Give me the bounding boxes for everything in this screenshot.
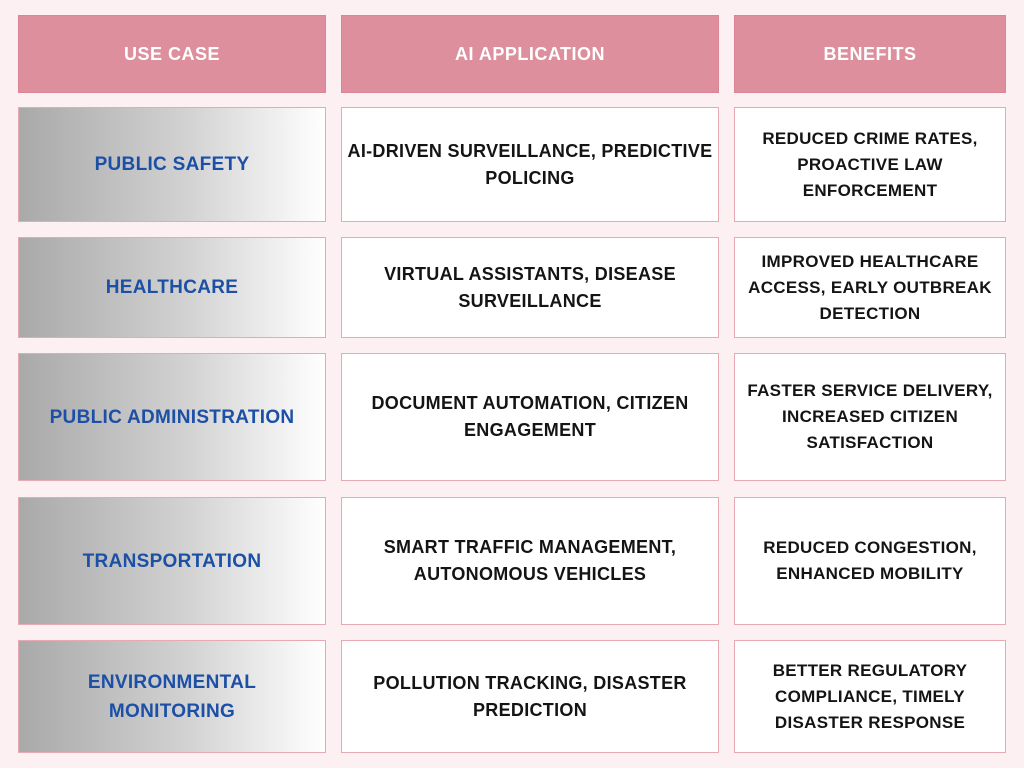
benefits-text: IMPROVED HEALTHCARE ACCESS, EARLY OUTBREAK DETECTION [748, 251, 992, 323]
benefits-cell [734, 237, 1006, 338]
ai-application-cell [341, 497, 719, 625]
ai-application-cell [341, 353, 719, 481]
use-case-cell [18, 107, 326, 222]
use-case-label: PUBLIC SAFETY [94, 154, 250, 175]
benefits-text: REDUCED CRIME RATES, PROACTIVE LAW ENFORCEMENT [762, 128, 978, 200]
use-case-label: PUBLIC ADMINISTRATION [49, 406, 295, 428]
header-benefits-label: BENEFITS [823, 43, 917, 64]
ai-application-cell [341, 640, 719, 753]
use-case-cell [18, 353, 326, 481]
header-ai-application-label: AI APPLICATION [455, 43, 605, 64]
benefits-text: FASTER SERVICE DELIVERY, INCREASED CITIZEN SATISFACTION [747, 381, 993, 452]
ai-application-text: VIRTUAL ASSISTANTS, DISEASE SURVEILLANCE [384, 263, 676, 311]
ai-application-text: SMART TRAFFIC MANAGEMENT, AUTONOMOUS VEHICLES [383, 537, 677, 584]
ai-application-cell [341, 107, 719, 222]
header-use-case-label: USE CASE [123, 43, 221, 64]
benefits-cell [734, 353, 1006, 481]
benefits-text: BETTER REGULATORY COMPLIANCE, TIMELY DISASTER RESPONSE [772, 660, 968, 732]
use-case-cell [18, 497, 326, 625]
ai-application-cell [341, 237, 719, 338]
use-case-label: TRANSPORTATION [82, 550, 262, 572]
header-use-case [18, 15, 326, 93]
ai-application-text: POLLUTION TRACKING, DISASTER PREDICTION [373, 672, 687, 720]
benefits-text: REDUCED CONGESTION, ENHANCED MOBILITY [763, 538, 977, 583]
ai-application-text: DOCUMENT AUTOMATION, CITIZEN ENGAGEMENT [371, 393, 689, 440]
benefits-cell [734, 497, 1006, 625]
use-case-label: ENVIRONMENTAL MONITORING [87, 671, 257, 722]
header-benefits [734, 15, 1006, 93]
use-case-cell [18, 640, 326, 753]
use-case-cell [18, 237, 326, 338]
header-ai-application [341, 15, 719, 93]
benefits-cell [734, 107, 1006, 222]
benefits-cell [734, 640, 1006, 753]
use-case-label: HEALTHCARE [105, 277, 239, 298]
ai-application-text: AI-DRIVEN SURVEILLANCE, PREDICTIVE POLICING [347, 140, 713, 188]
